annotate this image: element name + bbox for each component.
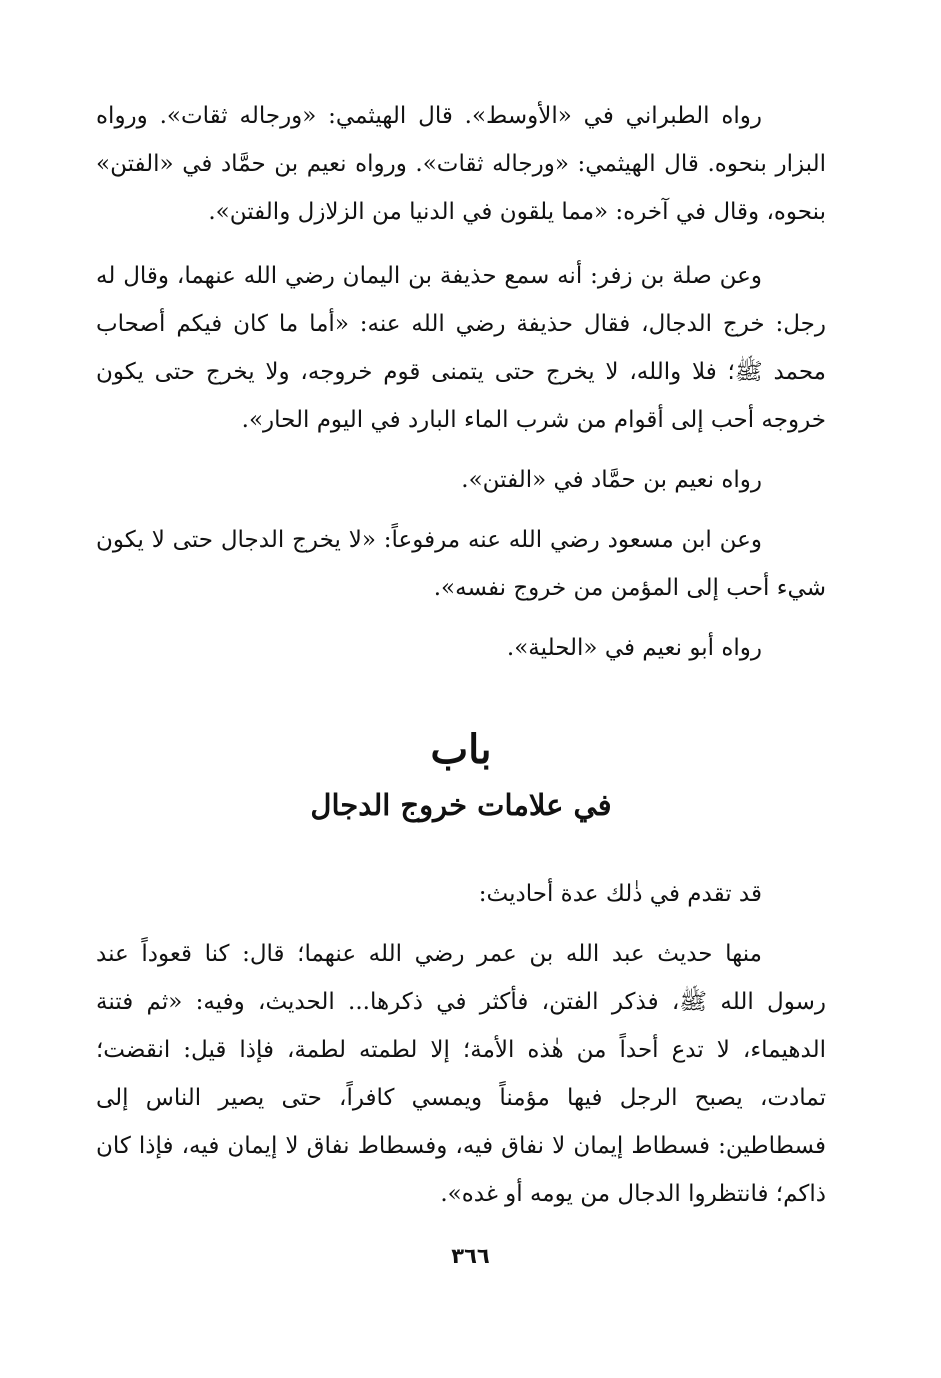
paragraph-intro: قد تقدم في ذٰلك عدة أحاديث: <box>478 881 762 907</box>
page-number: ٣٦٦ <box>451 1244 490 1268</box>
page-body <box>96 92 826 1230</box>
chapter-subtitle: في علامات خروج الدجال <box>310 788 612 822</box>
paragraph-nuaym-source: رواه نعيم بن حمَّاد في «الفتن». <box>461 467 762 493</box>
paragraph-sila-bin-zufar: وعن صلة بن زفر: أنه سمع حذيفة بن اليمان رضي الله عنهما، وقال له رجل: خرج الدجال، فقال حذيفة رضي الله عنه: «أما ما كان فيكم أصحاب محمد ﷺ؛ فلا والله، لا يخرج حتى يتمنى قوم خروجه، ولا يخرج حتى يكون خروجه أحب إلى أقوام من شرب الماء البارد في اليوم الحار». <box>96 263 826 433</box>
paragraph-ibn-umar-hadith: منها حديث عبد الله بن عمر رضي الله عنهما؛ قال: كنا قعوداً عند رسول الله ﷺ، فذكر الفتن، فأكثر في ذكرها... الحديث، وفيه: «ثم فتنة الدهيماء، لا تدع أحداً من هٰذه الأمة؛ إلا لطمته لطمة، فإذا قيل: انقضت؛ تمادت، يصبح الرجل فيها مؤمناً ويمسي كافراً، حتى يصير الناس إلى فسطاطين: فسطاط إيمان لا نفاق فيه، وفسطاط نفاق لا إيمان فيه، فإذا كان ذاكم؛ فانتظروا الدجال من يومه أو غده». <box>96 941 826 1207</box>
paragraph-tabarani: رواه الطبراني في «الأوسط». قال الهيثمي: «ورجاله ثقات». ورواه البزار بنحوه. قال الهيثمي: «ورجاله ثقات». ورواه نعيم بن حمَّاد في «الفتن» بنحوه، وقال في آخره: «مما يلقون في الدنيا من الزلازل والفتن». <box>96 103 826 225</box>
paragraph-ibn-masud: وعن ابن مسعود رضي الله عنه مرفوعاً: «لا يخرج الدجال حتى لا يكون شيء أحب إلى المؤمن من خروج نفسه». <box>96 527 826 601</box>
chapter-title: باب <box>430 726 492 773</box>
paragraph-abu-nuaym-source: رواه أبو نعيم في «الحلية». <box>506 635 762 661</box>
